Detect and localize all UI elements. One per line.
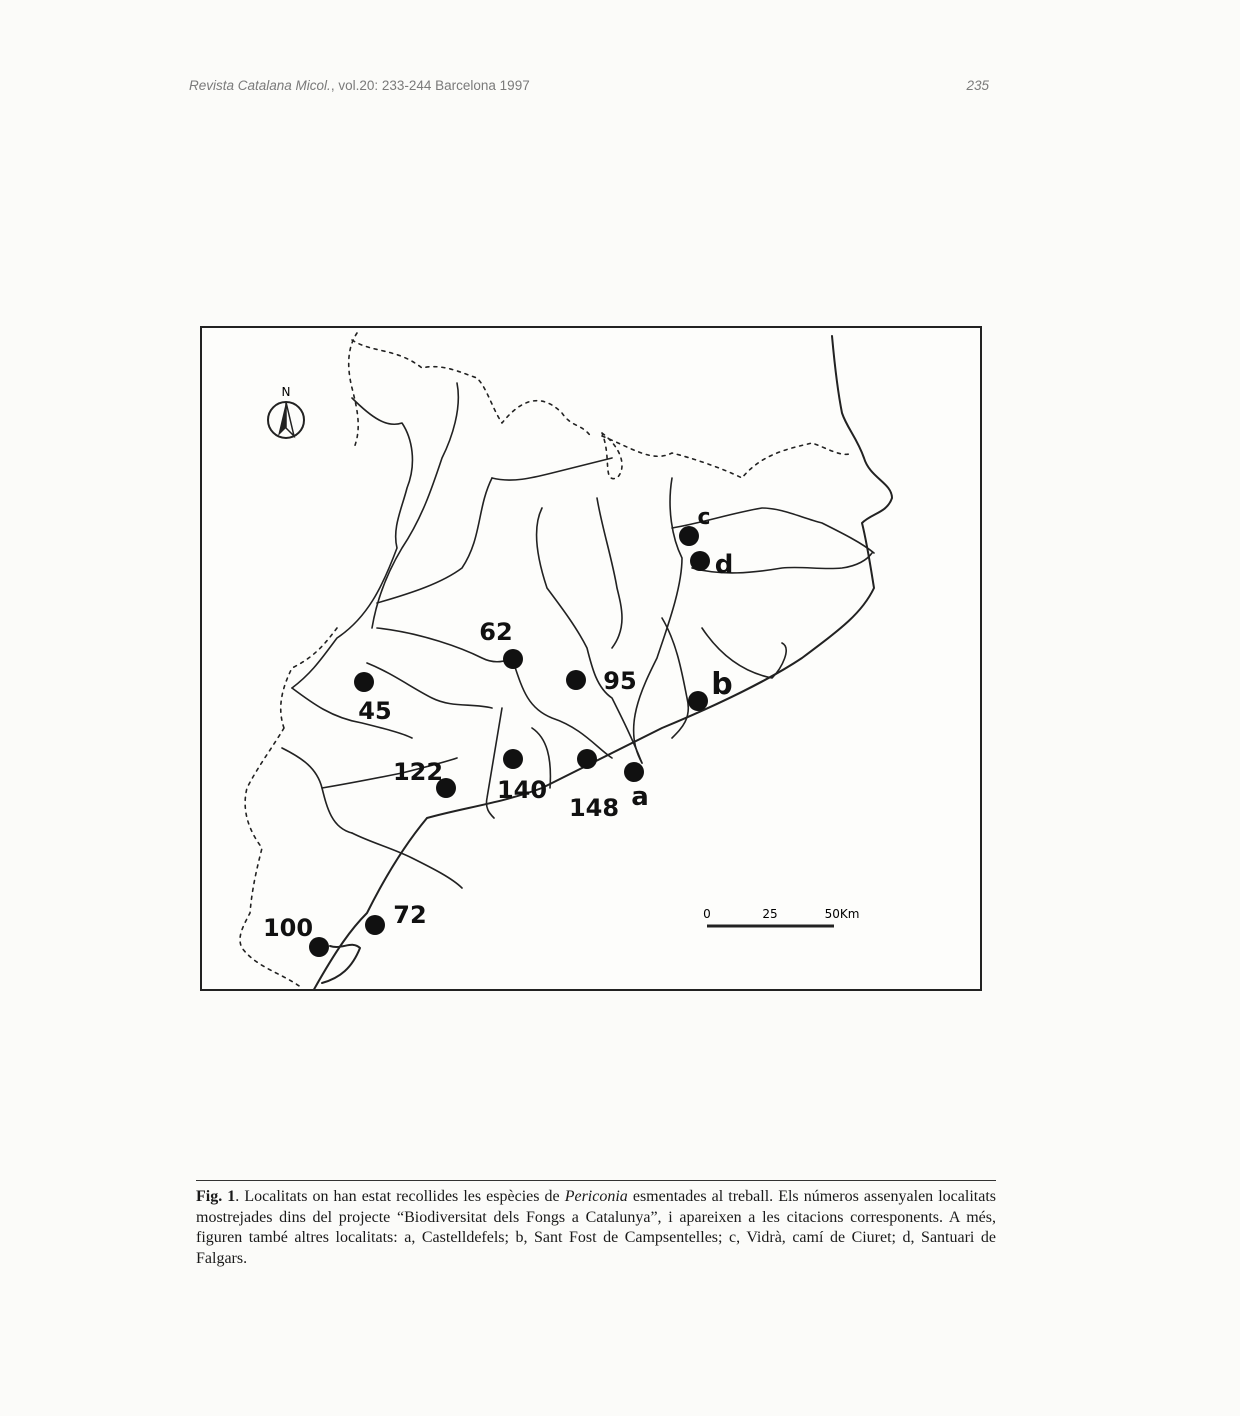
river-1	[292, 398, 412, 688]
locality-label-d: d	[714, 550, 734, 580]
locality-dot-b	[688, 691, 708, 711]
river-4	[492, 458, 612, 480]
scale-bar	[703, 907, 859, 926]
locality-dots	[309, 526, 710, 957]
north-arrow	[268, 385, 304, 438]
caption-text-2: esmentades al treball. Els números assenyalen localitats mostrejades dins del projecte “Biodiversitat dels Fongs a Catalunya”, i apareixen a les citacions corresponents. A més, figuren també altres localitats: a, Castelldefels; b, Sant Fost de Campsentelles; c, Vidrà, camí de Ciuret; d, Santuari de Falgars.	[196, 1188, 996, 1267]
figure-caption	[196, 1180, 996, 1269]
river-19	[282, 748, 352, 833]
locality-dot-95	[566, 670, 586, 690]
river-6	[537, 508, 642, 763]
running-head	[189, 78, 989, 98]
locality-label-122: 122	[392, 758, 444, 786]
locality-label-62: 62	[479, 618, 513, 646]
north-arrow-needle	[278, 402, 286, 436]
locality-label-140: 140	[496, 776, 548, 804]
scale-label-50km: 50Km	[824, 907, 860, 921]
caption-fig-label: Fig. 1	[196, 1188, 236, 1205]
locality-dot-140	[503, 749, 523, 769]
locality-dot-62	[503, 649, 523, 669]
locality-label-72: 72	[393, 901, 427, 929]
scale-label-0: 0	[703, 907, 711, 921]
locality-label-100: 100	[262, 914, 314, 942]
river-16	[662, 618, 688, 738]
page-number: 235	[966, 78, 989, 93]
river-3	[377, 478, 492, 603]
caption-genus: Periconia	[564, 1188, 628, 1205]
map-figure	[200, 326, 982, 991]
locality-dot-a	[624, 762, 644, 782]
river-7	[597, 498, 622, 648]
locality-label-c: c	[697, 505, 711, 530]
river-13	[634, 478, 682, 763]
locality-dot-d	[690, 551, 710, 571]
river-18	[352, 833, 462, 888]
map-svg	[202, 328, 980, 989]
locality-dot-72	[365, 915, 385, 935]
locality-dot-148	[577, 749, 597, 769]
locality-label-a: a	[631, 782, 649, 812]
locality-label-148: 148	[568, 794, 620, 822]
north-label: N	[281, 385, 291, 399]
locality-label-b: b	[711, 667, 733, 702]
border-north	[349, 333, 852, 479]
locality-dot-45	[354, 672, 374, 692]
scale-label-25: 25	[762, 907, 778, 921]
citation: , vol.20: 233-244 Barcelona 1997	[330, 78, 530, 93]
locality-labels	[263, 505, 733, 942]
caption-text-1: . Localitats on han estat recollides les espècies de	[235, 1188, 565, 1205]
river-9	[292, 688, 412, 738]
locality-label-45: 45	[358, 697, 392, 725]
locality-label-95: 95	[603, 667, 637, 695]
journal-name: Revista Catalana Micol.	[189, 78, 331, 93]
locality-dot-c	[679, 526, 699, 546]
